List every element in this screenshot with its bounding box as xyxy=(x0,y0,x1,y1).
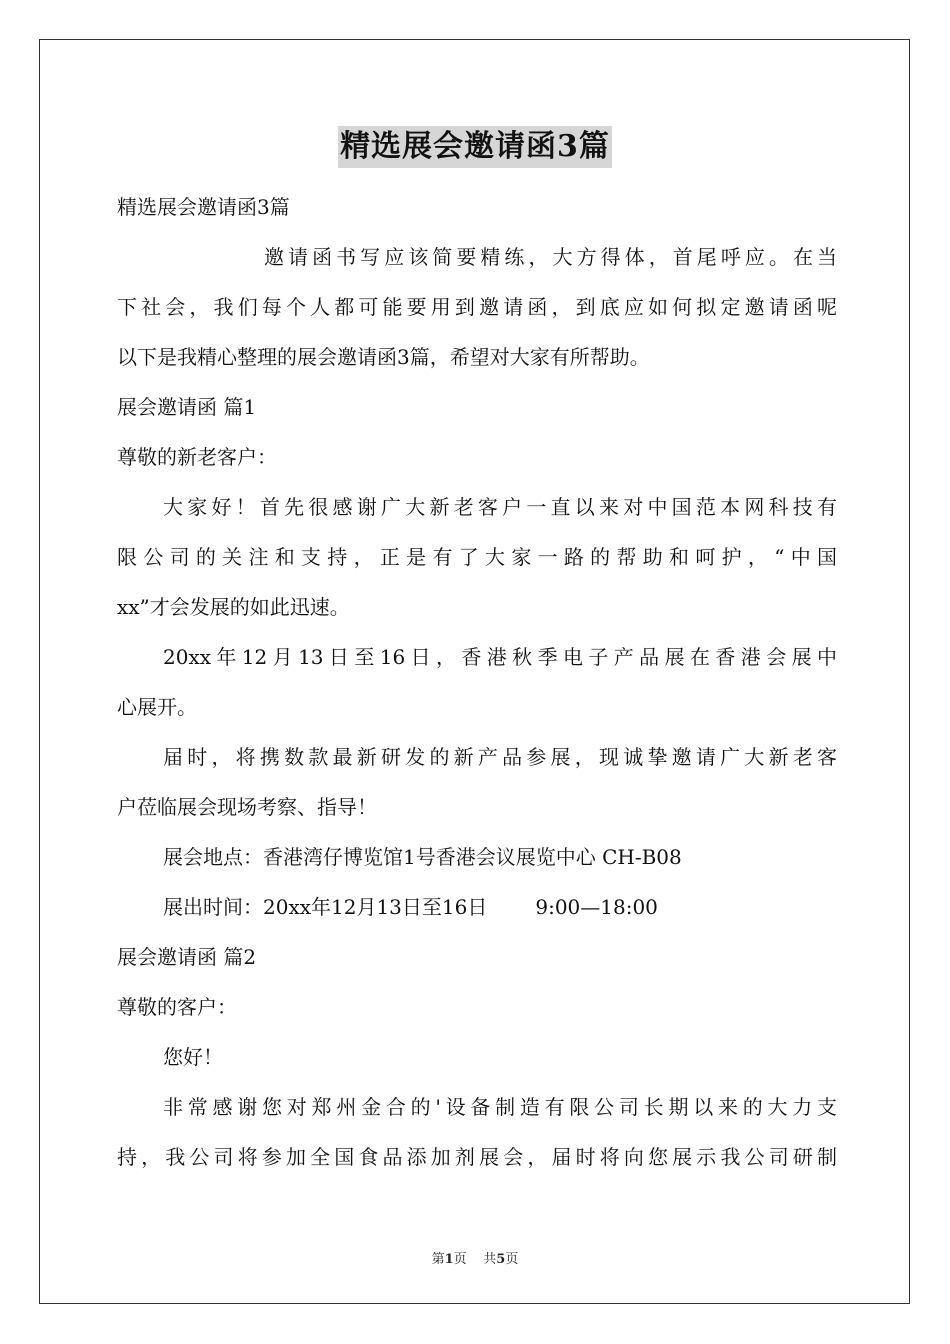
venue-line: 展会地点：香港湾仔博览馆1号香港会议展览中心 CH-B08 xyxy=(163,845,682,869)
page-prefix: 第 xyxy=(431,1252,445,1267)
total-prefix: 共 xyxy=(483,1252,497,1267)
salutation-2: 尊敬的客户： xyxy=(117,995,237,1019)
total-pages: 5 xyxy=(496,1252,506,1267)
time-line xyxy=(117,882,837,932)
paragraph-line: 户莅临展会现场考察、指导！ xyxy=(117,795,377,819)
salutation-1: 尊敬的新老客户： xyxy=(117,445,277,469)
intro-line-2: 下社会，我们每个人都可能要用到邀请函，到底应如何拟定邀请函呢 xyxy=(117,295,837,319)
paragraph-line: xx”才会发展的如此迅速。 xyxy=(117,595,350,619)
paragraph-line: 非常感谢您对郑州金合的'设备制造有限公司长期以来的大力支 xyxy=(163,1095,837,1119)
time-hours: 9:00—18:00 xyxy=(535,895,658,919)
document-body xyxy=(117,182,837,1182)
paragraph-line: 心展开。 xyxy=(117,695,197,719)
paragraph-line: 20xx年12月13日至16日，香港秋季电子产品展在香港会展中 xyxy=(163,645,837,669)
time-date: 展出时间：20xx年12月13日至16日 xyxy=(163,895,488,919)
intro-line-3: 以下是我精心整理的展会邀请函3篇，希望对大家有所帮助。 xyxy=(117,345,650,369)
paragraph-line: 届时，将携数款最新研发的新产品参展，现诚挚邀请广大新老客 xyxy=(163,745,837,769)
intro-line-1: 邀请函书写应该简要精练，大方得体，首尾呼应。在当 xyxy=(264,245,837,269)
section-heading-2: 展会邀请函 篇2 xyxy=(117,945,257,969)
page-number: 1 xyxy=(444,1252,454,1267)
greeting-line: 您好！ xyxy=(163,1045,223,1069)
page-footer xyxy=(0,1248,950,1267)
paragraph-line: 大家好！首先很感谢广大新老客户一直以来对中国范本网科技有 xyxy=(163,495,837,519)
title-container xyxy=(0,126,950,168)
total-suffix: 页 xyxy=(505,1252,519,1267)
subtitle-line: 精选展会邀请函3篇 xyxy=(117,195,290,219)
paragraph-line: 持，我公司将参加全国食品添加剂展会，届时将向您展示我公司研制 xyxy=(117,1145,837,1169)
paragraph-line: 限公司的关注和支持，正是有了大家一路的帮助和呵护，“中国 xyxy=(117,545,837,569)
section-heading-1: 展会邀请函 篇1 xyxy=(117,395,257,419)
document-title: 精选展会邀请函3篇 xyxy=(338,126,612,168)
page-suffix: 页 xyxy=(453,1252,467,1267)
